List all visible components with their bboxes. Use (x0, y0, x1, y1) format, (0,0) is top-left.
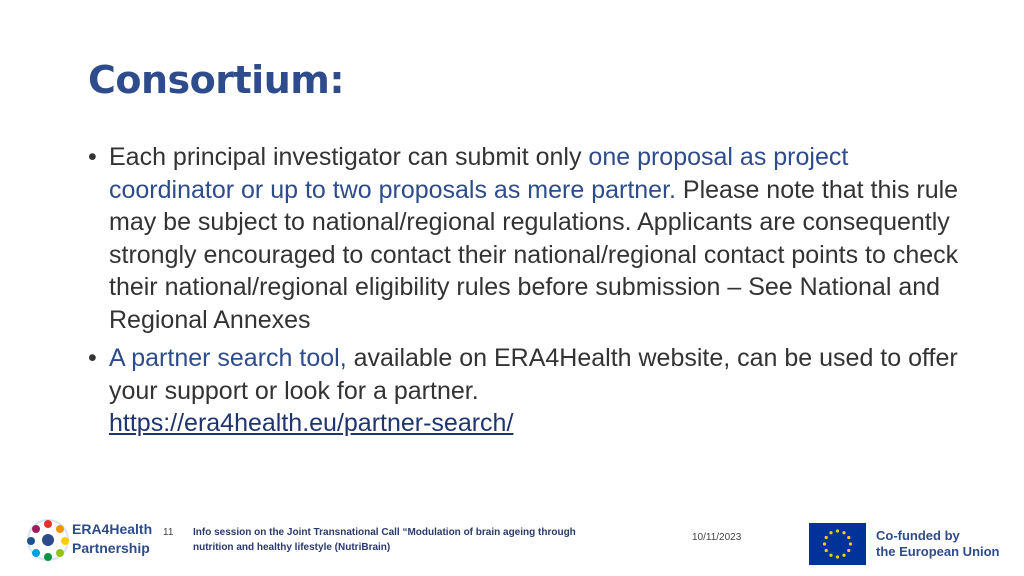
slide-title: Consortium: (88, 58, 345, 102)
footer-info (193, 525, 623, 555)
bullet-2-highlight: A partner search tool, (109, 344, 347, 372)
eu-star (847, 536, 850, 539)
eu-star (842, 554, 845, 557)
eu-star (829, 531, 832, 534)
slide-content (88, 141, 968, 446)
bullet-item-2 (88, 342, 968, 440)
eu-star (842, 531, 845, 534)
footer-info-line2: nutrition and healthy lifestyle (NutriBrain) (193, 542, 391, 553)
bullet-dot-icon: • (88, 344, 97, 372)
eu-star (836, 555, 839, 558)
eu-star (836, 529, 839, 532)
bullet-item-1 (88, 141, 968, 336)
logo-text-line2: Partnership (72, 540, 150, 556)
footer-date: 10/11/2023 (692, 532, 742, 543)
era4health-logo-icon (26, 516, 72, 564)
eu-star (829, 554, 832, 557)
eu-funding-label (876, 528, 1000, 560)
bullet-1-highlight: one proposal as project coordinator or up to two proposals as mere partner. (109, 143, 849, 204)
eu-star (825, 536, 828, 539)
era4health-logo (26, 516, 156, 564)
page-number: 11 (163, 527, 174, 538)
eu-star (825, 549, 828, 552)
partner-search-link[interactable]: https://era4health.eu/partner-search/ (109, 409, 514, 437)
bullet-dot-icon: • (88, 143, 97, 171)
bullet-1-text: Each principal investigator can submit only (109, 143, 589, 171)
bullet-1-rest: Please note that this rule may be subject to national/regional regulations. Applicants are consequently strongly encouraged to contact their national/regional contact points to check their national/regional eligibility rules before submission – See National and Regional Annexes (109, 175, 959, 334)
eu-flag-icon (809, 523, 866, 565)
bullet-2-text: available on ERA4Health website, can be used to offer your support or look for a partner. (109, 344, 958, 405)
eu-text-line1: Co-funded by (876, 528, 960, 543)
eu-star (849, 542, 852, 545)
eu-star (847, 549, 850, 552)
logo-text-line1: ERA4Health (72, 521, 153, 537)
eu-text-line2: the European Union (876, 544, 1000, 559)
footer-info-line1: Info session on the Joint Transnational Call “Modulation of brain ageing through (193, 527, 576, 538)
eu-star (823, 542, 826, 545)
